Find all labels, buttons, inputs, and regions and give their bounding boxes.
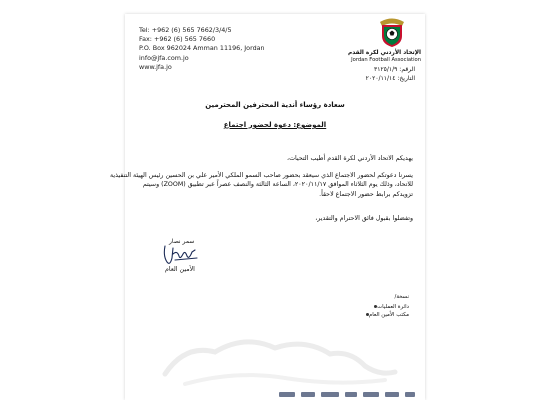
contact-po-box: P.O. Box 962024 Amman 11196, Jordan — [139, 44, 265, 53]
contact-email[interactable]: info@jfa.com.jo — [139, 53, 189, 62]
contact-block — [139, 26, 265, 72]
closing-line: وتفضلوا بقبول فائق الاحترام والتقدير، — [315, 215, 413, 222]
contact-website[interactable]: www.jfa.jo — [139, 62, 172, 71]
reference-number: الرقم: ٣١٢٥/١/٩ — [374, 66, 415, 73]
sponsor-logo-icon — [405, 392, 415, 397]
jfa-logo-icon — [375, 14, 409, 48]
reference-date: التاريخ: ٢٠٢٠/١١/١٤ — [365, 75, 415, 82]
sponsor-logo-icon — [279, 392, 295, 397]
sponsor-logo-icon — [321, 392, 339, 397]
signatory-title: الأمين العام — [165, 266, 195, 273]
contact-tel: Tel: +962 (6) 565 7662/3/4/5 — [139, 26, 232, 34]
sponsor-logo-icon — [301, 392, 315, 397]
letter-page — [109, 14, 425, 400]
sponsor-logos — [205, 390, 415, 398]
sponsor-logo-icon — [363, 392, 379, 397]
org-name-ar: الإتحاد الأردني لكرة القدم — [347, 50, 421, 56]
body-line-1: يسرنا دعوتكم لحضور الاجتماع الذي سيعقد بحضور صاحب السمو الملكي الأمير علي بن الحسين رئيس الهيئة التنفيذية — [109, 172, 413, 179]
body-line-3: تزويدكم برابط حضور الاجتماع لاحقاً. — [319, 191, 413, 198]
sponsor-logo-icon — [385, 392, 399, 397]
cc-item: دائرة العمليات — [371, 304, 409, 310]
sponsor-logo-icon — [345, 392, 357, 397]
jordan-map-watermark-icon — [125, 314, 425, 394]
cc-item: مكتب الأمين العام — [363, 312, 409, 318]
cc-label: نسخة/ — [394, 294, 409, 300]
addressee: سعادة رؤساء أندية المحترفين المحترمين — [205, 101, 345, 109]
signatory-name: سمر نصار — [169, 238, 195, 245]
body-line-2: للاتحاد، وذلك يوم الثلاثاء الموافق ٢٠٢٠/١١/١٧، الساعة الثالثة والنصف عصراً عبر تطبيق (ZOOM) وسيتم — [142, 181, 413, 188]
subject-line: الموضوع: دعوة لحضور اجتماع — [223, 121, 327, 129]
greeting-paragraph: يهديكم الاتحاد الأردني لكرة القدم أطيب التحيات، — [287, 155, 413, 162]
org-name-en: Jordan Football Association — [351, 57, 421, 63]
contact-fax: Fax: +962 (6) 565 7660 — [139, 35, 216, 44]
